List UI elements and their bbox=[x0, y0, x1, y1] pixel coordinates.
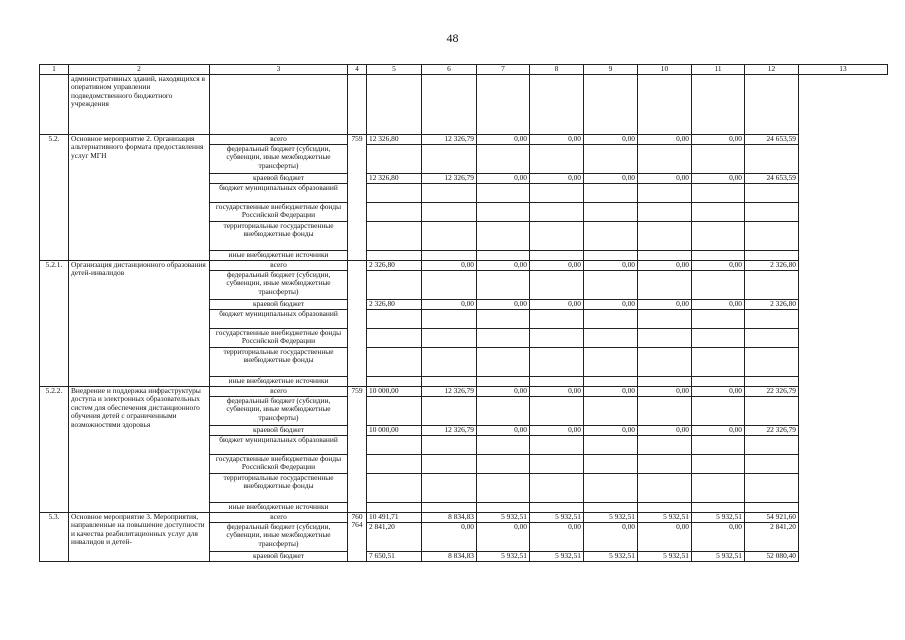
amount-cell: 12 326,79 bbox=[422, 173, 477, 183]
amount-cell bbox=[477, 396, 530, 425]
funding-source bbox=[210, 74, 348, 134]
activity-name: Основное мероприятие 2. Организация альтернативного формата предоставления услуг МГН bbox=[69, 134, 210, 260]
amount-cell bbox=[530, 454, 584, 473]
amount-cell: 0,00 bbox=[477, 299, 530, 309]
column-header: 8 bbox=[530, 65, 584, 75]
amount-cell bbox=[745, 221, 799, 250]
amount-cell bbox=[692, 454, 745, 473]
amount-cell bbox=[692, 376, 745, 386]
amount-cell: 0,00 bbox=[638, 299, 692, 309]
amount-cell bbox=[638, 396, 692, 425]
amount-cell bbox=[638, 183, 692, 202]
amount-cell: 54 921,60 bbox=[745, 512, 799, 522]
amount-cell: 2 841,20 bbox=[745, 522, 799, 551]
activity-name: Внедрение и поддержка инфраструктуры доступа и электронных образовательных систем для обеспечения дистанционного обучения детей с ограниченными возможностями здоровья bbox=[69, 386, 210, 512]
amount-cell bbox=[745, 144, 799, 173]
amount-cell bbox=[367, 202, 422, 221]
funding-source: территориальные государственные внебюджетные фонды bbox=[210, 347, 348, 376]
amount-cell bbox=[530, 309, 584, 328]
amount-cell bbox=[422, 473, 477, 502]
funding-source: территориальные государственные внебюджетные фонды bbox=[210, 473, 348, 502]
amount-cell bbox=[745, 396, 799, 425]
amount-cell: 24 653,59 bbox=[745, 173, 799, 183]
amount-cell: 2 326,80 bbox=[367, 299, 422, 309]
amount-cell bbox=[638, 473, 692, 502]
amount-cell: 12 326,79 bbox=[422, 386, 477, 396]
amount-cell bbox=[367, 250, 422, 260]
column-header: 9 bbox=[584, 65, 638, 75]
amount-cell bbox=[745, 502, 799, 512]
amount-cell: 0,00 bbox=[477, 522, 530, 551]
amount-cell: 8 834,83 bbox=[422, 512, 477, 522]
amount-cell: 2 326,80 bbox=[745, 260, 799, 270]
amount-cell bbox=[477, 376, 530, 386]
amount-cell: 0,00 bbox=[422, 522, 477, 551]
amount-cell bbox=[692, 250, 745, 260]
amount-cell: 0,00 bbox=[638, 134, 692, 144]
amount-cell: 0,00 bbox=[584, 522, 638, 551]
funding-source: территориальные государственные внебюджетные фонды bbox=[210, 221, 348, 250]
amount-cell: 0,00 bbox=[584, 299, 638, 309]
amount-cell: 5 932,51 bbox=[638, 512, 692, 522]
amount-cell bbox=[692, 502, 745, 512]
amount-cell bbox=[477, 502, 530, 512]
column-header: 7 bbox=[477, 65, 530, 75]
amount-cell: 10 000,00 bbox=[367, 386, 422, 396]
amount-cell bbox=[692, 183, 745, 202]
amount-cell bbox=[477, 328, 530, 347]
amount-cell bbox=[422, 328, 477, 347]
amount-cell: 0,00 bbox=[584, 260, 638, 270]
funding-source: федеральный бюджет (субсидии, субвенции, иные межбюджетные трансферты) bbox=[210, 522, 348, 551]
amount-cell bbox=[477, 221, 530, 250]
amount-cell bbox=[638, 347, 692, 376]
amount-cell bbox=[638, 376, 692, 386]
amount-cell bbox=[477, 435, 530, 454]
amount-cell: 0,00 bbox=[692, 425, 745, 435]
amount-cell bbox=[477, 473, 530, 502]
amount-cell: 0,00 bbox=[638, 425, 692, 435]
table-row bbox=[40, 386, 888, 396]
amount-cell bbox=[584, 328, 638, 347]
amount-cell bbox=[745, 74, 799, 134]
amount-cell bbox=[745, 270, 799, 299]
amount-cell bbox=[692, 309, 745, 328]
amount-cell bbox=[745, 183, 799, 202]
amount-cell bbox=[477, 144, 530, 173]
amount-cell: 0,00 bbox=[530, 522, 584, 551]
amount-cell bbox=[638, 144, 692, 173]
amount-cell bbox=[530, 376, 584, 386]
amount-cell bbox=[692, 202, 745, 221]
funding-source: краевой бюджет bbox=[210, 551, 348, 561]
amount-cell bbox=[422, 202, 477, 221]
amount-cell: 0,00 bbox=[584, 173, 638, 183]
amount-cell bbox=[530, 328, 584, 347]
amount-cell bbox=[692, 328, 745, 347]
amount-cell bbox=[745, 328, 799, 347]
amount-cell: 5 932,51 bbox=[584, 551, 638, 561]
amount-cell bbox=[367, 270, 422, 299]
amount-cell bbox=[530, 74, 584, 134]
amount-cell bbox=[530, 183, 584, 202]
amount-cell: 7 650,51 bbox=[367, 551, 422, 561]
amount-cell bbox=[367, 221, 422, 250]
amount-cell bbox=[367, 183, 422, 202]
amount-cell: 0,00 bbox=[638, 522, 692, 551]
funding-source: всего bbox=[210, 512, 348, 522]
budget-table bbox=[39, 64, 888, 562]
amount-cell bbox=[477, 202, 530, 221]
amount-cell bbox=[422, 502, 477, 512]
amount-cell bbox=[367, 502, 422, 512]
amount-cell bbox=[422, 376, 477, 386]
amount-cell bbox=[638, 454, 692, 473]
funding-source: федеральный бюджет (субсидии, субвенции, иные межбюджетные трансферты) bbox=[210, 144, 348, 173]
amount-cell: 22 326,79 bbox=[745, 425, 799, 435]
amount-cell bbox=[530, 144, 584, 173]
amount-cell bbox=[584, 435, 638, 454]
amount-cell bbox=[745, 376, 799, 386]
amount-cell bbox=[367, 454, 422, 473]
column-header: 4 bbox=[348, 65, 367, 75]
amount-cell bbox=[367, 328, 422, 347]
amount-cell bbox=[692, 221, 745, 250]
column-header: 2 bbox=[69, 65, 210, 75]
funding-source: государственные внебюджетные фонды Российской Федерации bbox=[210, 454, 348, 473]
amount-cell: 5 932,51 bbox=[477, 551, 530, 561]
budget-code bbox=[348, 74, 367, 134]
amount-cell: 0,00 bbox=[477, 386, 530, 396]
amount-cell bbox=[422, 74, 477, 134]
amount-cell bbox=[530, 250, 584, 260]
amount-cell bbox=[477, 74, 530, 134]
amount-cell bbox=[745, 202, 799, 221]
amount-cell bbox=[477, 347, 530, 376]
amount-cell: 0,00 bbox=[477, 260, 530, 270]
amount-cell bbox=[745, 454, 799, 473]
amount-cell: 5 932,51 bbox=[692, 551, 745, 561]
funding-source: бюджет муниципальных образований bbox=[210, 435, 348, 454]
amount-cell: 2 326,80 bbox=[367, 260, 422, 270]
amount-cell: 0,00 bbox=[692, 134, 745, 144]
amount-cell bbox=[477, 309, 530, 328]
amount-cell: 0,00 bbox=[530, 134, 584, 144]
amount-cell: 0,00 bbox=[477, 173, 530, 183]
amount-cell: 0,00 bbox=[584, 134, 638, 144]
amount-cell: 5 932,51 bbox=[530, 512, 584, 522]
amount-cell bbox=[584, 183, 638, 202]
amount-cell bbox=[584, 502, 638, 512]
amount-cell bbox=[745, 250, 799, 260]
amount-cell bbox=[367, 309, 422, 328]
amount-cell bbox=[584, 144, 638, 173]
amount-cell bbox=[422, 144, 477, 173]
amount-cell bbox=[692, 144, 745, 173]
funding-source: иные внебюджетные источники bbox=[210, 250, 348, 260]
amount-cell bbox=[422, 183, 477, 202]
table-row bbox=[40, 74, 888, 134]
amount-cell: 0,00 bbox=[584, 386, 638, 396]
amount-cell bbox=[367, 473, 422, 502]
amount-cell: 0,00 bbox=[422, 299, 477, 309]
page-number: 48 bbox=[446, 31, 459, 45]
amount-cell: 0,00 bbox=[477, 425, 530, 435]
amount-cell: 0,00 bbox=[638, 173, 692, 183]
funding-source: федеральный бюджет (субсидии, субвенции, иные межбюджетные трансферты) bbox=[210, 270, 348, 299]
activity-name: Основное мероприятие 3. Мероприятия, направленные на повышение доступности и качества реабилитационных услуг для инвалидов и детей- bbox=[69, 512, 210, 561]
amount-cell: 0,00 bbox=[692, 522, 745, 551]
amount-cell bbox=[745, 473, 799, 502]
item-number bbox=[40, 74, 69, 134]
funding-source: краевой бюджет bbox=[210, 425, 348, 435]
amount-cell bbox=[422, 250, 477, 260]
amount-cell bbox=[745, 435, 799, 454]
amount-cell bbox=[422, 435, 477, 454]
funding-source: иные внебюджетные источники bbox=[210, 502, 348, 512]
funding-source: краевой бюджет bbox=[210, 299, 348, 309]
amount-cell: 0,00 bbox=[530, 425, 584, 435]
amount-cell bbox=[692, 435, 745, 454]
funding-source: федеральный бюджет (субсидии, субвенции, иные межбюджетные трансферты) bbox=[210, 396, 348, 425]
funding-source: всего bbox=[210, 260, 348, 270]
amount-cell bbox=[530, 502, 584, 512]
amount-cell bbox=[422, 347, 477, 376]
amount-cell bbox=[584, 221, 638, 250]
amount-cell: 5 932,51 bbox=[530, 551, 584, 561]
amount-cell bbox=[692, 396, 745, 425]
item-number: 5.2.1. bbox=[40, 260, 69, 386]
activity-name: Организация дистанционного образования детей-инвалидов bbox=[69, 260, 210, 386]
budget-code: 759 bbox=[348, 386, 367, 512]
amount-cell: 0,00 bbox=[692, 386, 745, 396]
amount-cell: 2 326,80 bbox=[745, 299, 799, 309]
amount-cell: 0,00 bbox=[584, 425, 638, 435]
amount-cell bbox=[530, 396, 584, 425]
amount-cell: 10 000,00 bbox=[367, 425, 422, 435]
amount-cell: 10 491,71 bbox=[367, 512, 422, 522]
amount-cell: 0,00 bbox=[638, 386, 692, 396]
amount-cell bbox=[477, 183, 530, 202]
amount-cell bbox=[367, 376, 422, 386]
amount-cell: 0,00 bbox=[638, 260, 692, 270]
amount-cell bbox=[422, 454, 477, 473]
amount-cell bbox=[584, 473, 638, 502]
column-header: 13 bbox=[799, 65, 888, 75]
column-header: 1 bbox=[40, 65, 69, 75]
amount-cell: 8 834,83 bbox=[422, 551, 477, 561]
amount-cell: 22 326,79 bbox=[745, 386, 799, 396]
budget-code bbox=[348, 260, 367, 386]
amount-cell bbox=[638, 270, 692, 299]
amount-cell bbox=[584, 454, 638, 473]
amount-cell bbox=[477, 270, 530, 299]
budget-code: 759 bbox=[348, 134, 367, 260]
amount-cell bbox=[692, 473, 745, 502]
amount-cell bbox=[638, 250, 692, 260]
amount-cell: 24 653,59 bbox=[745, 134, 799, 144]
amount-cell bbox=[477, 250, 530, 260]
funding-source: государственные внебюджетные фонды Российской Федерации bbox=[210, 328, 348, 347]
amount-cell bbox=[692, 270, 745, 299]
amount-cell bbox=[584, 376, 638, 386]
table-row bbox=[40, 134, 888, 144]
amount-cell bbox=[638, 309, 692, 328]
amount-cell bbox=[367, 435, 422, 454]
activity-name: административных зданий, находящихся в оперативном управлении подведомственного бюджетного учреждения bbox=[69, 74, 210, 134]
funding-source: всего bbox=[210, 134, 348, 144]
column-header: 12 bbox=[745, 65, 799, 75]
amount-cell bbox=[584, 74, 638, 134]
amount-cell bbox=[422, 221, 477, 250]
funding-source: бюджет муниципальных образований bbox=[210, 309, 348, 328]
amount-cell bbox=[530, 270, 584, 299]
amount-cell bbox=[584, 309, 638, 328]
amount-cell bbox=[367, 144, 422, 173]
amount-cell: 0,00 bbox=[692, 299, 745, 309]
amount-cell bbox=[745, 309, 799, 328]
amount-cell bbox=[584, 270, 638, 299]
funding-source: всего bbox=[210, 386, 348, 396]
amount-cell bbox=[367, 396, 422, 425]
amount-cell bbox=[422, 309, 477, 328]
amount-cell bbox=[638, 74, 692, 134]
amount-cell bbox=[638, 202, 692, 221]
amount-cell: 0,00 bbox=[530, 260, 584, 270]
amount-cell: 5 932,51 bbox=[638, 551, 692, 561]
amount-cell bbox=[477, 454, 530, 473]
amount-cell: 0,00 bbox=[530, 173, 584, 183]
funding-source: иные внебюджетные источники bbox=[210, 376, 348, 386]
amount-cell bbox=[745, 347, 799, 376]
item-number: 5.3. bbox=[40, 512, 69, 561]
amount-cell bbox=[422, 396, 477, 425]
column-header: 6 bbox=[422, 65, 477, 75]
amount-cell bbox=[530, 202, 584, 221]
amount-cell bbox=[584, 250, 638, 260]
table-row bbox=[40, 260, 888, 270]
amount-cell: 12 326,79 bbox=[422, 134, 477, 144]
amount-cell: 5 932,51 bbox=[584, 512, 638, 522]
amount-cell bbox=[367, 347, 422, 376]
amount-cell: 0,00 bbox=[692, 260, 745, 270]
amount-cell bbox=[530, 221, 584, 250]
column-number-row bbox=[40, 65, 888, 75]
funding-source: бюджет муниципальных образований bbox=[210, 183, 348, 202]
amount-cell: 0,00 bbox=[477, 134, 530, 144]
amount-cell bbox=[638, 435, 692, 454]
column-header: 11 bbox=[692, 65, 745, 75]
amount-cell bbox=[692, 347, 745, 376]
amount-cell: 0,00 bbox=[422, 260, 477, 270]
table-row bbox=[40, 512, 888, 522]
amount-cell bbox=[422, 270, 477, 299]
amount-cell bbox=[584, 396, 638, 425]
amount-cell: 0,00 bbox=[530, 386, 584, 396]
item-number: 5.2.2. bbox=[40, 386, 69, 512]
amount-cell bbox=[584, 347, 638, 376]
funding-source: государственные внебюджетные фонды Российской Федерации bbox=[210, 202, 348, 221]
amount-cell: 0,00 bbox=[530, 299, 584, 309]
amount-cell bbox=[638, 328, 692, 347]
item-number: 5.2. bbox=[40, 134, 69, 260]
amount-cell bbox=[530, 347, 584, 376]
amount-cell: 0,00 bbox=[692, 173, 745, 183]
amount-cell bbox=[367, 74, 422, 134]
column-header: 10 bbox=[638, 65, 692, 75]
amount-cell bbox=[638, 221, 692, 250]
column-header: 5 bbox=[367, 65, 422, 75]
amount-cell: 5 932,51 bbox=[477, 512, 530, 522]
amount-cell: 2 841,20 bbox=[367, 522, 422, 551]
column-header: 3 bbox=[210, 65, 348, 75]
amount-cell: 52 080,40 bbox=[745, 551, 799, 561]
amount-cell: 5 932,51 bbox=[692, 512, 745, 522]
amount-cell: 12 326,79 bbox=[422, 425, 477, 435]
funding-source: краевой бюджет bbox=[210, 173, 348, 183]
amount-cell: 12 326,80 bbox=[367, 173, 422, 183]
amount-cell bbox=[692, 74, 745, 134]
amount-cell bbox=[530, 435, 584, 454]
amount-cell bbox=[530, 473, 584, 502]
amount-cell bbox=[584, 202, 638, 221]
budget-code: 760 764 bbox=[348, 512, 367, 561]
amount-cell: 12 326,80 bbox=[367, 134, 422, 144]
amount-cell bbox=[638, 502, 692, 512]
